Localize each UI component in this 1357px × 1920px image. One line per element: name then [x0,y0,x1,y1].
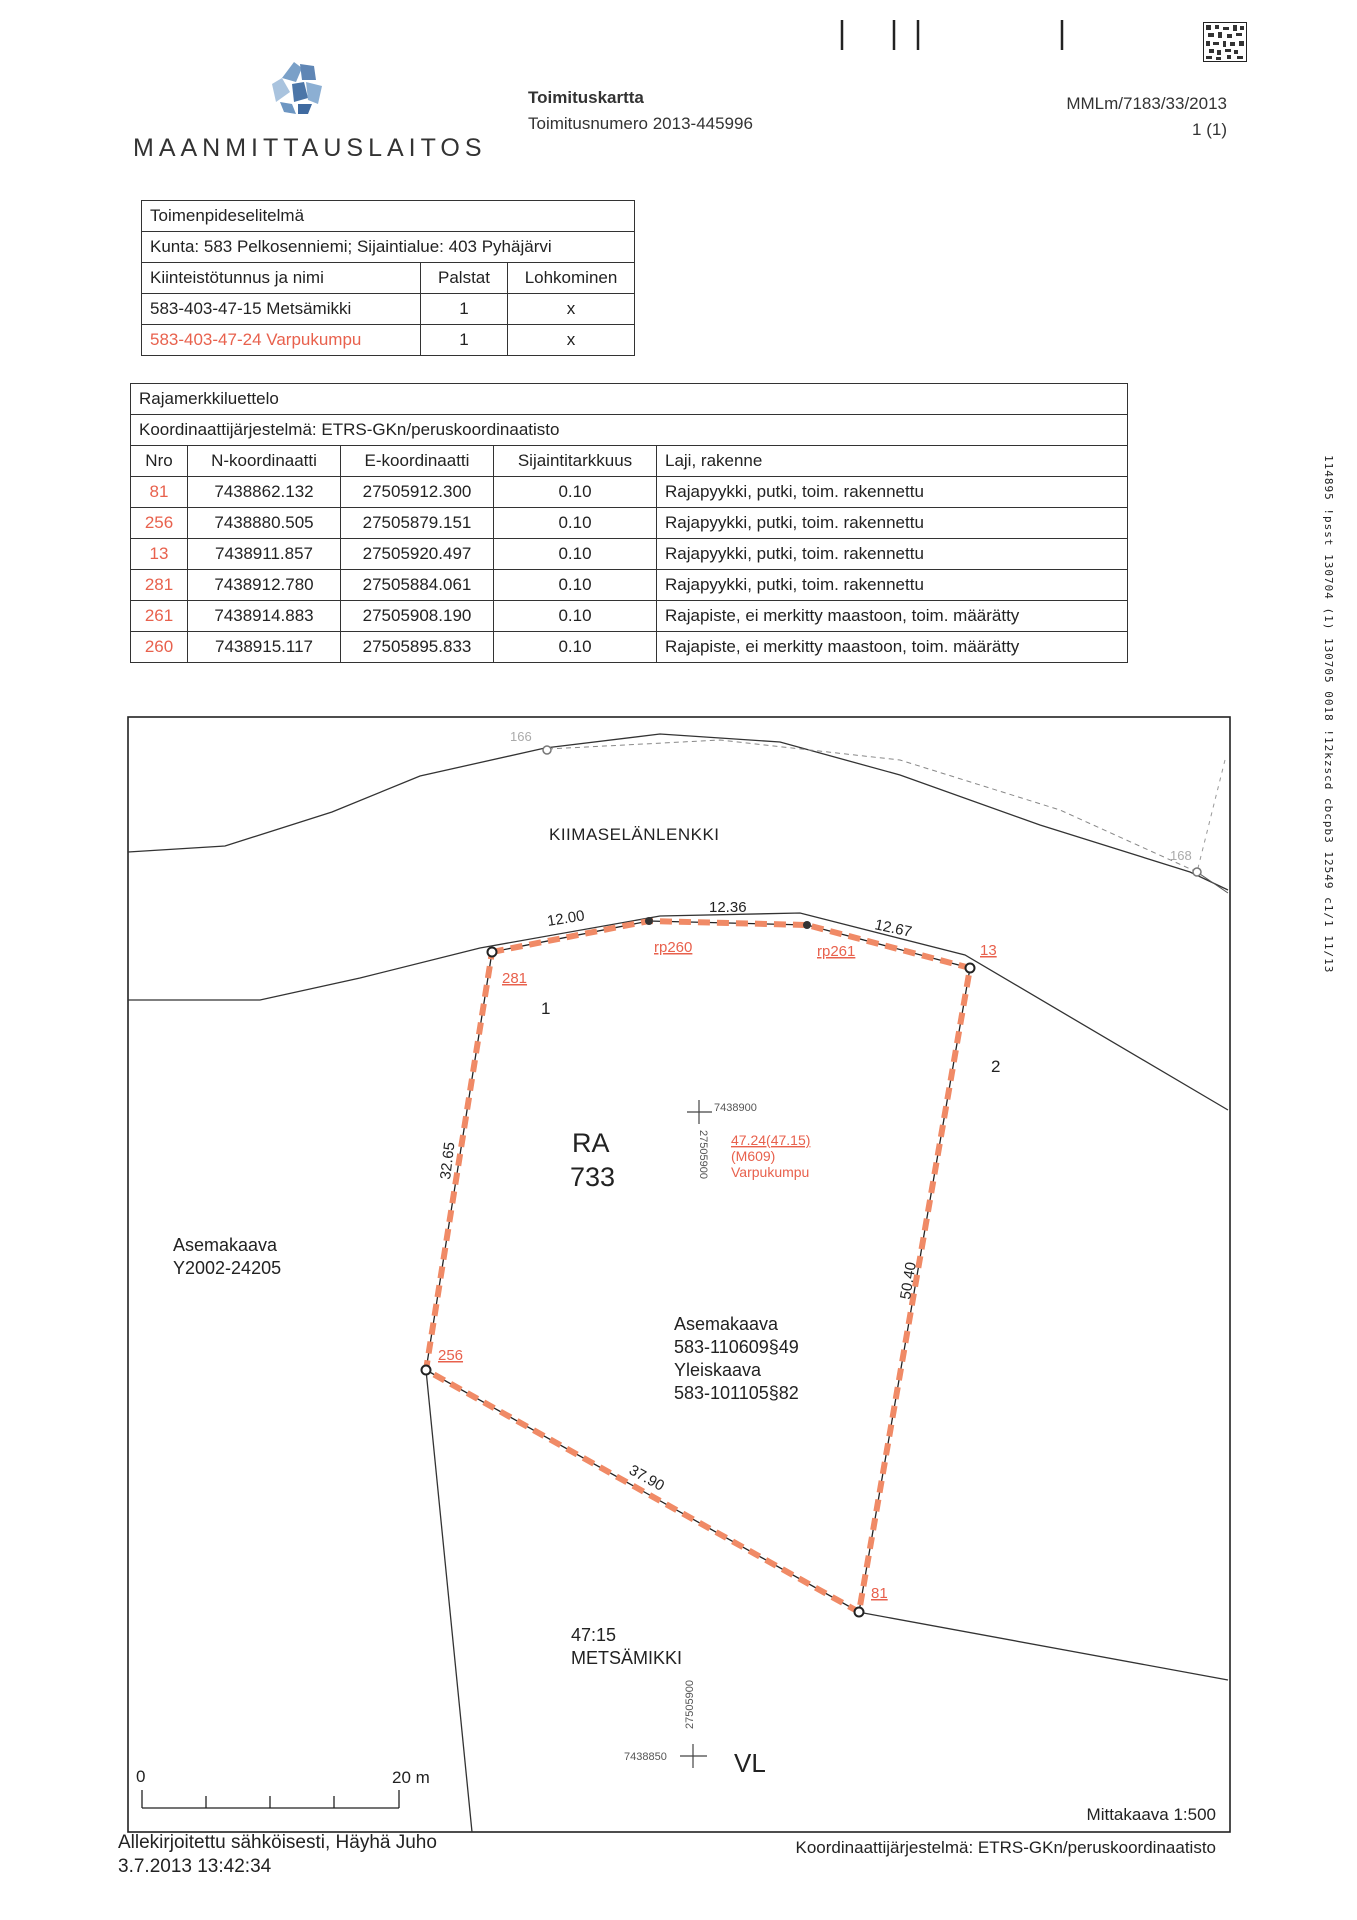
page-number: 1 (1) [1192,120,1227,139]
map-scale: Mittakaava 1:500 [1086,1805,1216,1824]
point-label-281: 281 [502,970,528,987]
neighbor-boundary [426,1370,472,1832]
document-title: Toimituskartta [528,88,644,107]
faint-point-168 [1193,868,1201,876]
marker-nro: 281 [131,570,188,601]
edge-length: 12.67 [873,916,914,941]
side-batch-code: 114895 !psst 130704 (1) 130705 0018 !12kzscd cbcpb3 12549 c1/1 11/13 [1322,455,1335,974]
scale-bar-end: 20 m [392,1768,430,1787]
edge-length: 37.90 [626,1461,668,1495]
procedure-table-title: Toimenpideselitelmä [142,201,635,232]
grid-n-label: 7438900 [714,1102,757,1114]
marker-accuracy: 0.10 [494,570,657,601]
marker-nro: 261 [131,601,188,632]
point-label-256: 256 [438,1347,464,1364]
header-nro: Nro [131,446,188,477]
faint-point-label: 168 [1170,848,1192,863]
signature-datetime: 3.7.2013 13:42:34 [118,1856,272,1877]
boundary-table-title: Rajamerkkiluettelo [131,384,1128,415]
grid-n-label: 7438850 [624,1751,667,1763]
grid-e-label: 27505900 [697,1130,709,1179]
parcel-id-label: 47.24(47.15) [731,1132,811,1148]
faint-boundary-line [548,740,1197,872]
boundary-table-crs: Koordinaattijärjestelmä: ETRS-GKn/peruskoordinaatisto [131,415,1128,446]
marker-nro: 13 [131,539,188,570]
marker-n: 7438911.857 [188,539,341,570]
grid-cross [687,1100,712,1124]
marker-type: Rajapiste, ei merkitty maastoon, toim. määrätty [657,601,1128,632]
marker-e: 27505884.061 [341,570,494,601]
document-number: Toimitusnumero 2013-445996 [528,114,753,133]
procedure-table-municipality: Kunta: 583 Pelkosenniemi; Sijaintialue: 403 Pyhäjärvi [142,232,635,263]
neighbor-boundary [858,1612,1228,1680]
marker-accuracy: 0.10 [494,601,657,632]
marker-n: 7438915.117 [188,632,341,663]
boundary-point-13 [966,964,975,973]
grid-e-label: 27505900 [684,1680,696,1729]
plan-center-code: 583-110609§49 [674,1337,799,1357]
header-e: E-koordinaatti [341,446,494,477]
marker-e: 27505895.833 [341,632,494,663]
edge-length: 12.36 [709,899,747,916]
boundary-point-281 [488,948,497,957]
marker-n: 7438912.780 [188,570,341,601]
parcels-value: 1 [421,325,508,356]
marker-n: 7438862.132 [188,477,341,508]
procedure-header-partition: Lohkominen [508,263,635,294]
scale-bar [142,1790,399,1808]
marker-accuracy: 0.10 [494,477,657,508]
marker-type: Rajapyykki, putki, toim. rakennettu [657,508,1128,539]
marker-e: 27505908.190 [341,601,494,632]
grid-cross [680,1744,707,1768]
boundary-point-256 [422,1366,431,1375]
marker-type: Rajapyykki, putki, toim. rakennettu [657,570,1128,601]
zone-code: RA [572,1128,610,1158]
scale-bar-start: 0 [136,1767,146,1786]
boundary-point-260 [645,917,653,925]
general-plan-label: Yleiskaava [674,1360,762,1380]
land-use-vl: VL [734,1748,766,1778]
boundary-point-261 [803,921,811,929]
parcel-boundary [426,921,970,1612]
marker-nro: 260 [131,632,188,663]
procedure-header-parcels: Palstat [421,263,508,294]
point-label-260: rp260 [654,939,693,956]
header-accuracy: Sijaintitarkkuus [494,446,657,477]
reference-number: MMLm/7183/33/2013 [1066,94,1227,113]
marker-nro: 256 [131,508,188,539]
zone-number: 733 [570,1162,616,1192]
point-label-81: 81 [871,1585,888,1602]
marker-e: 27505920.497 [341,539,494,570]
marker-n: 7438880.505 [188,508,341,539]
faint-boundary-line [1197,872,1228,893]
plan-center-label: Asemakaava [674,1314,779,1334]
boundary-point-81 [855,1608,864,1617]
marker-n: 7438914.883 [188,601,341,632]
header-n: N-koordinaatti [188,446,341,477]
point-label-261: rp261 [817,943,856,960]
parcels-value: 1 [421,294,508,325]
marker-nro: 81 [131,477,188,508]
plan-left-label: Asemakaava [173,1235,278,1255]
marker-e: 27505912.300 [341,477,494,508]
partition-value: x [508,294,635,325]
marker-type: Rajapiste, ei merkitty maastoon, toim. määrätty [657,632,1128,663]
faint-boundary-line [1197,760,1225,872]
property-name: 583-403-47-24 Varpukumpu [142,325,421,356]
neighbor-name: METSÄMIKKI [571,1648,683,1668]
marker-e: 27505879.151 [341,508,494,539]
edge-length: 12.00 [545,907,586,930]
marker-type: Rajapyykki, putki, toim. rakennettu [657,539,1128,570]
procedure-header-name: Kiinteistötunnus ja nimi [142,263,421,294]
road-edge-upper [128,734,1228,890]
marker-accuracy: 0.10 [494,539,657,570]
signature-text: Allekirjoitettu sähköisesti, Häyhä Juho [118,1832,437,1853]
marker-accuracy: 0.10 [494,508,657,539]
faint-point-label: 166 [510,729,532,744]
parcel-number-2: 2 [991,1057,1001,1076]
partition-value: x [508,325,635,356]
marker-accuracy: 0.10 [494,632,657,663]
parcel-name-label: Varpukumpu [731,1164,810,1180]
neighbor-id: 47:15 [571,1625,617,1645]
road-name: KIIMASELÄNLENKKI [549,825,720,844]
parcel-map-sheet: (M609) [731,1148,776,1164]
footer-crs: Koordinaattijärjestelmä: ETRS-GKn/peruskoordinaatisto [795,1838,1216,1857]
marker-type: Rajapyykki, putki, toim. rakennettu [657,477,1128,508]
organization-name: MAANMITTAUSLAITOS [133,134,487,162]
plan-left-code: Y2002-24205 [173,1258,282,1278]
property-name: 583-403-47-15 Metsämikki [142,294,421,325]
faint-point-166 [543,746,551,754]
edge-length: 50.40 [897,1260,920,1301]
header-type: Laji, rakenne [657,446,1128,477]
general-plan-code: 583-101105§82 [674,1383,799,1403]
parcel-number-1: 1 [541,999,551,1018]
point-label-13: 13 [980,942,997,959]
edge-length: 32.65 [437,1141,459,1181]
